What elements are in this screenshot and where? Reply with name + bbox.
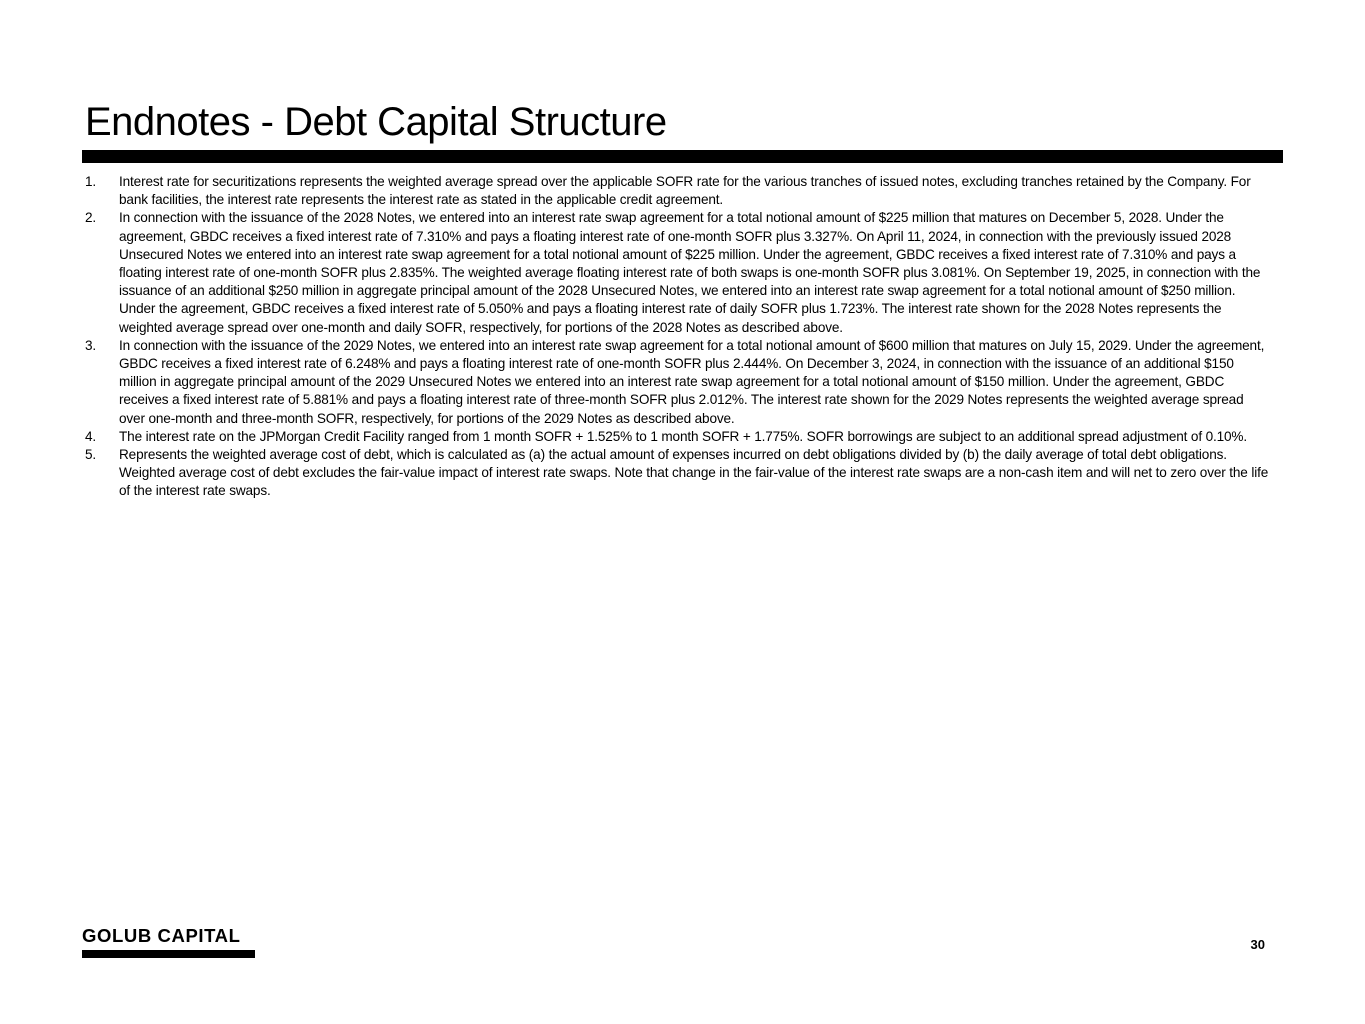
endnote-number: 1.: [85, 174, 97, 189]
endnote-2: [85, 209, 1271, 336]
endnote-3: [85, 337, 1271, 428]
endnote-number: 4.: [85, 428, 97, 444]
title-divider: [82, 150, 1283, 163]
endnote-text: The interest rate on the JPMorgan Credit Facility ranged from 1 month SOFR + 1.525% to 1 month SOFR + 1.775%. SOFR borrowings are subject to an additional spread adjustment of 0.10%.: [119, 428, 1247, 444]
logo-wordmark: GOLUB CAPITAL: [82, 925, 241, 946]
endnote-1: [85, 173, 1271, 209]
page-title: Endnotes - Debt Capital Structure: [85, 100, 667, 144]
endnote-5: [85, 446, 1271, 501]
endnote-number: 2.: [85, 210, 97, 226]
logo-underline: [82, 950, 255, 958]
page-number: 30: [1250, 937, 1265, 952]
endnote-text: In connection with the issuance of the 2028 Notes, we entered into an interest rate swap agreement for a total notional amount of $225 million that matures on December 5, 2028. Under the agreement, GBDC receives a fixed interest rate of 7.310% and pays a floating interest rate of one-month SOFR plus 3.327%. On April 11, 2024, in connection with the previously issued 2028 Unsecured Notes we entered into an interest rate swap agreement for a total notional amount of $225 million. Under the agreement, GBDC receives a fixed interest rate of 7.310% and pays a floating interest rate of one-month SOFR plus 2.835%. The weighted average floating interest rate of both swaps is one-month SOFR plus 3.081%. On September 19, 2025, in connection with the issuance of an additional $250 million in aggregate principal amount of the 2028 Unsecured Notes, we entered into an interest rate swap agreement for a total notional amount of $250 million. Under the agreement, GBDC receives a fixed interest rate of 5.050% and pays a floating interest rate of daily SOFR plus 1.723%. The interest rate shown for the 2028 Notes represents the weighted average spread over one-month and daily SOFR, respectively, for portions of the 2028 Notes as described above.: [119, 210, 1261, 335]
endnote-text: In connection with the issuance of the 2029 Notes, we entered into an interest rate swap agreement for a total notional amount of $600 million that matures on July 15, 2029. Under the agreement, GBDC receives a fixed interest rate of 6.248% and pays a floating interest rate of one-month SOFR plus 2.444%. On December 3, 2024, in connection with the issuance of an additional $150 million in aggregate principal amount of the 2029 Unsecured Notes we entered into an interest rate swap agreement for a total notional amount of $150 million. Under the agreement, GBDC receives a fixed interest rate of 5.881% and pays a floating interest rate of three-month SOFR plus 2.012%. The interest rate shown for the 2029 Notes represents the weighted average spread over one-month and three-month SOFR, respectively, for portions of the 2029 Notes as described above.: [119, 337, 1265, 426]
endnote-4: [85, 428, 1271, 446]
endnote-text: Represents the weighted average cost of debt, which is calculated as (a) the actual amount of expenses incurred on debt obligations divided by (b) the daily average of total debt obligations. Weighted average cost of debt excludes the fair-value impact of interest rate swaps. Note that change in the fair-value of the interest rate swaps are a non-cash item and will net to zero over the life of the interest rate swaps.: [119, 447, 1269, 499]
endnotes-list: [85, 173, 1271, 501]
endnote-number: 3.: [85, 337, 97, 353]
golub-capital-logo: [82, 925, 255, 958]
endnote-text: Interest rate for securitizations represents the weighted average spread over the applicable SOFR rate for the various tranches of issued notes, excluding tranches retained by the Company. For bank facilities, the interest rate represents the interest rate as stated in the applicable credit agreement.: [119, 174, 1251, 208]
endnote-number: 5.: [85, 447, 97, 463]
